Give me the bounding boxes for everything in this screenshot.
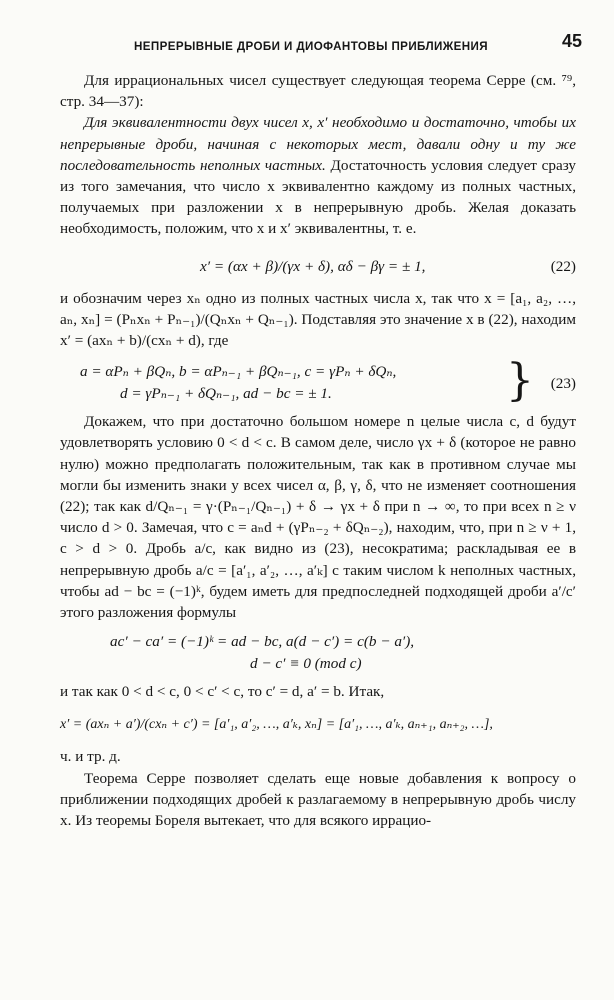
theorem-statement: Для эквивалентности двух чисел x, x′ необходимо и достаточно, чтобы их непрерывные дроби, начиная с некоторых мест, давали одну и ту же последовательность неполных частных. (60, 114, 576, 174)
equation-23-number: (23) (550, 375, 576, 393)
paragraph-qed: ч. и тр. д. (60, 748, 121, 766)
equation-23 (60, 355, 576, 407)
page-number: 45 (562, 31, 583, 51)
paragraph-theorem (60, 112, 576, 239)
paragraph-conclusion: и так как 0 < d < c, 0 < c′ < c, то c′ = d, a′ = b. Итак, (60, 683, 385, 701)
equation-23-line2: d = γPₙ₋₁ + δQₙ₋₁, ad − bc = ± 1. (120, 385, 332, 403)
equation-24-line1: ac′ − ca′ = (−1)ᵏ = ad − bc, a(d − c′) = c(b − a′), (110, 633, 415, 651)
page-body (60, 70, 576, 831)
equation-25-body: x′ = (axₙ + a′)/(cxₙ + c′) = [a′₁, a′₂, …, a′ₖ, xₙ] = [a′₁, …, a′ₖ, aₙ₊₁, aₙ₊₂, …], (60, 717, 493, 733)
paragraph-closing: Теорема Серре позволяет сделать еще новые добавления к вопросу о приближении подходящих дробей к разлагаемому в непрерывную дробь числу x. Из теоремы Бореля вытекает, что для всякого иррацио- (60, 769, 576, 830)
equation-25 (60, 708, 576, 742)
equation-22-number: (22) (550, 257, 576, 275)
theorem-proof-start: Достаточность условия следует сразу из того замечания, что число x эквивалентно каждому из полных частных, получаемых при разложении x в непрерывную дробь. Желая доказать необходимость, положим, что x и x′ эквивалентны, т. е. (60, 156, 576, 238)
right-brace: } (506, 355, 534, 407)
paragraph-proof: Докажем, что при достаточно большом номере n целые числа c, d будут удовлетворять условию 0 < d < c. В самом деле, число γx + δ (которое не равно нулю) можно предполагать положительным, так как в противном случае мы могли бы изменить знаки у всех чисел α, β, γ, δ, что не изменяет соотношения (22); так как d/Qₙ₋₁ = γ·(Pₙ₋₁/Qₙ₋₁) + δ → γx + δ при n → ∞, то при всех n ≥ ν число d > 0. Замечая, что c = aₙd + (γPₙ₋₂ + δQₙ₋₂), находим, что, при n ≥ ν + 1, c > d > 0. Дробь a/c, как видно из (23), несократима; раскладывая ее в непрерывную дробь a/c = [a′₁, a′₂, …, a′ₖ] с таким числом k неполных частных, чтобы ad − bc = (−1)ᵏ, будем иметь для предпоследней подходящей дроби a′/c′ этого разложения формулы (60, 413, 576, 622)
equation-23-line1: a = αPₙ + βQₙ, b = αPₙ₋₁ + βQₙ₋₁, c = γPₙ + δQₙ, (80, 363, 397, 381)
running-title: НЕПРЕРЫВНЫЕ ДРОБИ И ДИОФАНТОВЫ ПРИБЛИЖЕНИЯ (134, 40, 489, 53)
equation-22-body: x′ = (αx + β)/(γx + δ), αδ − βγ = ± 1, (200, 257, 426, 275)
equation-22 (60, 248, 576, 284)
equation-24-line2: d − c′ ≡ 0 (mod c) (250, 655, 362, 673)
paragraph-substitution: и обозначим через xₙ одно из полных частных числа x, так что x = [a₁, a₂, …, aₙ, xₙ] = (Pₙxₙ + Pₙ₋₁)/(Qₙxₙ + Qₙ₋₁). Подставляя это значение x в (22), находим x′ = (axₙ + b)/(cxₙ + d), где (60, 289, 576, 350)
paragraph-intro: Для иррациональных чисел существует следующая теорема Серре (см. ⁷⁹, стр. 34—37): (60, 72, 576, 111)
equation-24 (60, 629, 576, 677)
